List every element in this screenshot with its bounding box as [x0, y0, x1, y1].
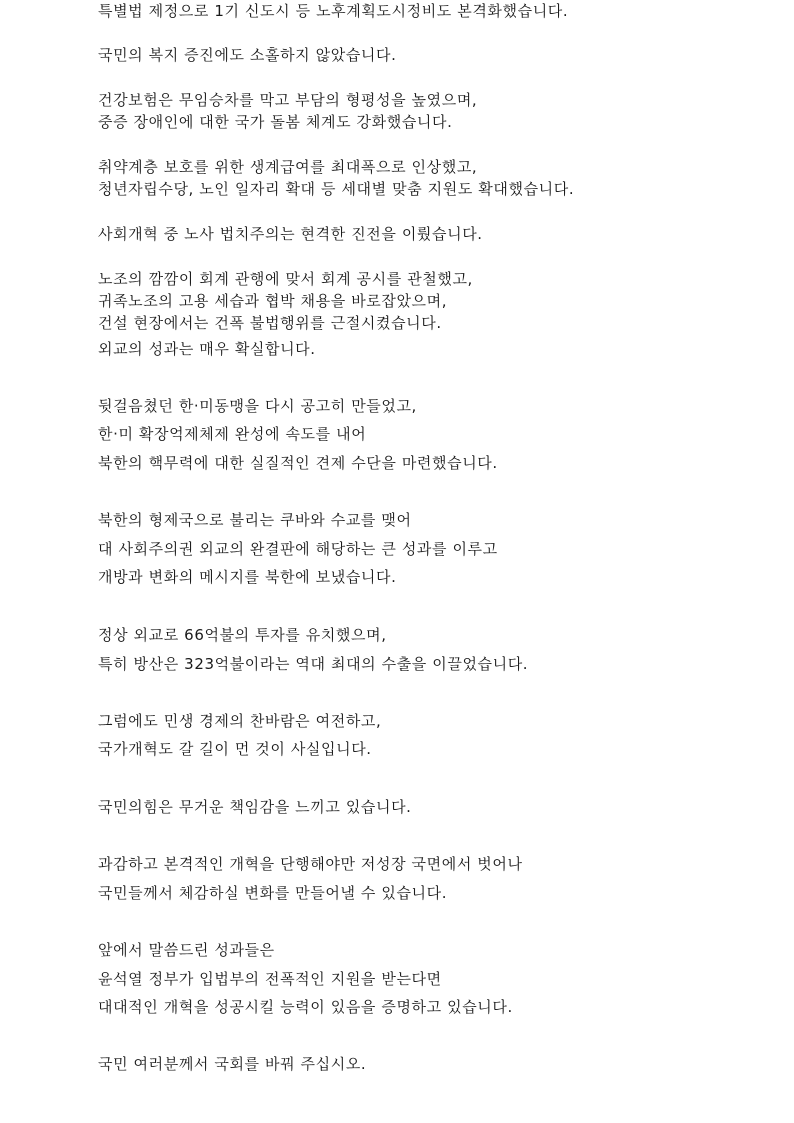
body-line: 대대적인 개혁을 성공시킬 능력이 있음을 증명하고 있습니다. [98, 998, 513, 1016]
body-line: 특별법 제정으로 1기 신도시 등 노후계획도시정비도 본격화했습니다. [98, 2, 569, 20]
body-line: 건설 현장에서는 건폭 불법행위를 근절시켰습니다. [98, 314, 442, 332]
body-line: 국민의힘은 무거운 책임감을 느끼고 있습니다. [98, 798, 412, 816]
body-line: 취약계층 보호를 위한 생계급여를 최대폭으로 인상했고, [98, 158, 478, 176]
body-line: 윤석열 정부가 입법부의 전폭적인 지원을 받는다면 [98, 970, 442, 988]
body-line: 건강보험은 무임승차를 막고 부담의 형평성을 높였으며, [98, 91, 478, 109]
body-line: 과감하고 본격적인 개혁을 단행해야만 저성장 국면에서 벗어나 [98, 855, 523, 873]
body-line: 정상 외교로 66억불의 투자를 유치했으며, [98, 626, 387, 644]
body-line: 개방과 변화의 메시지를 북한에 보냈습니다. [98, 568, 397, 586]
body-line: 국가개혁도 갈 길이 먼 것이 사실입니다. [98, 740, 372, 758]
body-line: 그럼에도 민생 경제의 찬바람은 여전하고, [98, 712, 382, 730]
body-line: 외교의 성과는 매우 확실합니다. [98, 340, 316, 358]
body-line: 귀족노조의 고용 세습과 협박 채용을 바로잡았으며, [98, 292, 448, 310]
body-line: 국민 여러분께서 국회를 바꿔 주십시오. [98, 1055, 367, 1073]
body-line: 앞에서 말씀드린 성과들은 [98, 941, 275, 959]
body-line: 중증 장애인에 대한 국가 돌봄 체계도 강화했습니다. [98, 113, 453, 131]
body-line: 국민들께서 체감하실 변화를 만들어낼 수 있습니다. [98, 884, 448, 902]
body-line: 특히 방산은 323억불이라는 역대 최대의 수출을 이끌었습니다. [98, 655, 529, 673]
body-line: 뒷걸음쳤던 한·미동맹을 다시 공고히 만들었고, [98, 397, 417, 415]
body-line: 사회개혁 중 노사 법치주의는 현격한 진전을 이뤘습니다. [98, 225, 483, 243]
body-line: 대 사회주의권 외교의 완결판에 해당하는 큰 성과를 이루고 [98, 540, 498, 558]
body-line: 국민의 복지 증진에도 소홀하지 않았습니다. [98, 46, 397, 64]
body-line: 북한의 형제국으로 불리는 쿠바와 수교를 맺어 [98, 511, 412, 529]
body-line: 청년자립수당, 노인 일자리 확대 등 세대별 맞춤 지원도 확대했습니다. [98, 180, 575, 198]
body-line: 북한의 핵무력에 대한 실질적인 견제 수단을 마련했습니다. [98, 454, 498, 472]
body-line: 노조의 깜깜이 회계 관행에 맞서 회계 공시를 관철했고, [98, 270, 473, 288]
body-line: 한·미 확장억제체제 완성에 속도를 내어 [98, 425, 367, 443]
